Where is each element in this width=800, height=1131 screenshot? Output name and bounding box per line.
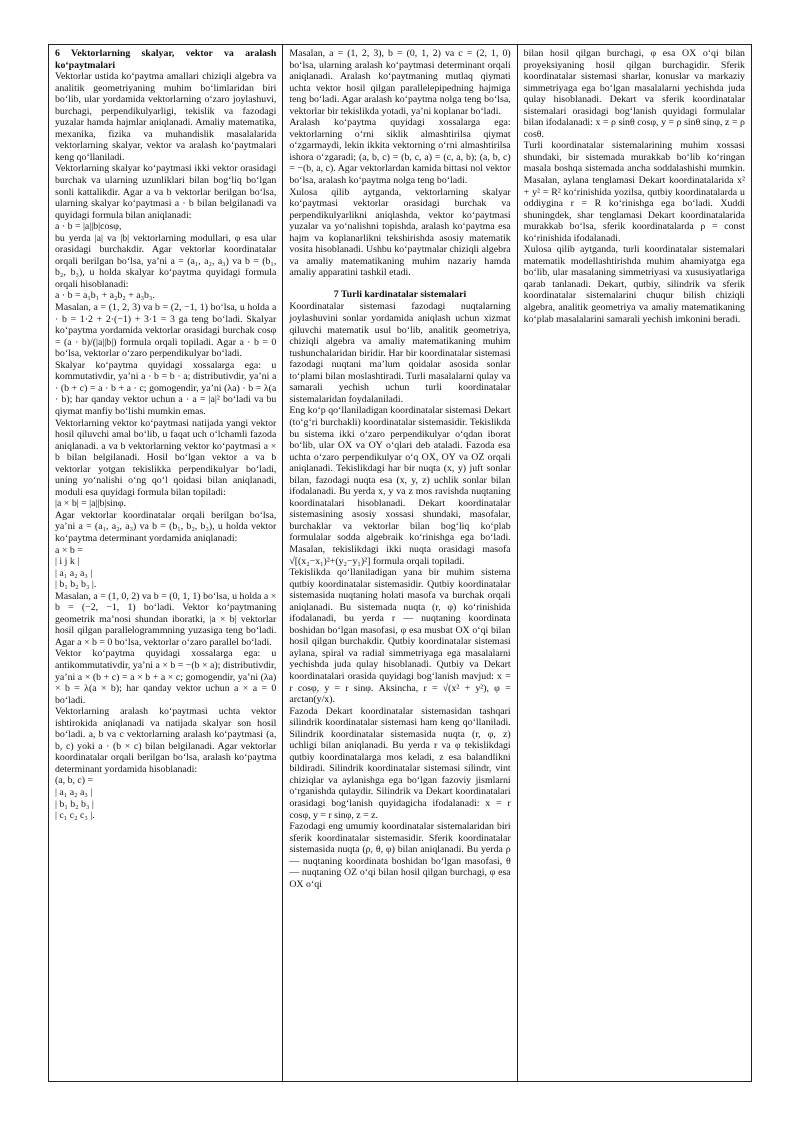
- formula-line: a × b =: [55, 544, 83, 556]
- paragraph: Vektorlarning aralash ko‘paytmasi uchta vektor ishtirokida aniqlanadi va natijada skalyar son hosil bo‘ladi. a, b va c vektorlarning aralash ko‘paytmasi (a, b, c) yoki a · (b × c) bilan belgilanadi. Agar vektorlar koordinatalar orqali berilgan bo‘lsa, aralash ko‘paytma determinant yordamida hisoblanadi:: [55, 706, 277, 775]
- paragraph: Koordinatalar sistemasi fazodagi nuqtalarning joylashuvini sonlar yordamida aniqlash uchun xizmat qiluvchi matematik usul bo‘lib, analitik geometriya, chiziqli algebra va amaliy matematikaning muhim tushunchalaridan biridir. Har bir koordinatalar sistemasi fazodagi nuqtani ma’lum qoidalar asosida sonlar to‘plami bilan moslashtiradi. Turli masalalarni qulay va samarali yechish uchun turli koordinatalar sistemalaridan foydalaniladi.: [289, 301, 511, 405]
- paragraph: bilan hosil qilgan burchagi, φ esa OX o‘qi bilan proyeksiyaning hosil qilgan burchagidir. Sferik koordinatalar sistemasi sharlar, konuslar va markaziy simmetriyaga ega bo‘lgan masalalarni yechishda juda qulay hisoblanadi. Dekart va sferik koordinatalar sistemalari orasidagi bog‘lanish quyidagi formulalar bilan ifodalanadi: x = ρ sinθ cosφ, y = ρ sinθ sinφ, z = ρ cosθ.: [523, 48, 745, 140]
- formula-line: | b₁ b₂ b₃ |.: [55, 579, 97, 591]
- section-heading: 6 Vektorlarning skalyar, vektor va aralash ko‘paytmalari: [55, 48, 277, 71]
- paragraph: Turli koordinatalar sistemalarining muhim xossasi shundaki, bir sistemada murakkab bo‘lib ko‘ringan masala boshqa sistemada ancha soddalashishi mumkin. Masalan, aylana tenglamasi Dekart koordinatalarida x² + y² = R² ko‘rinishida yozilsa, qutbiy koordinatalarda u oddiygina r = R ko‘rinishga ega bo‘ladi. Xuddi shuningdek, shar tenglamasi Dekart koordinatalarida murakkab bo‘lsa, sferik koordinatalarda ρ = const ko‘rinishida ifodalanadi.: [523, 140, 745, 244]
- paragraph: Masalan, a = (1, 2, 3) va b = (2, −1, 1) bo‘lsa, u holda a · b = 1·2 + 2·(−1) + 3·1 = 3 ga teng bo‘ladi. Skalyar ko‘paytma yordamida vektorlar orasidagi burchak cosφ = (a · b)/(|a||b|) formula orqali topiladi. Agar a · b = 0 bo‘lsa, vektorlar o‘zaro perpendikulyar bo‘ladi.: [55, 302, 277, 360]
- paragraph: Masalan, a = (1, 0, 2) va b = (0, 1, 1) bo‘lsa, u holda a × b = (−2, −1, 1) bo‘ladi. Vektor ko‘paytmaning geometrik ma’nosi shundan iboratki, |a × b| vektorlar hosil qilgan parallelogrammning yuzasiga teng bo‘ladi. Agar a × b = 0 bo‘lsa, vektorlar o‘zaro parallel bo‘ladi.: [55, 590, 277, 648]
- paragraph: Masalan, a = (1, 2, 3), b = (0, 1, 2) va c = (2, 1, 0) bo‘lsa, ularning aralash ko‘paytmasi determinant orqali aniqlanadi. Aralash ko‘paytmaning mutlaq qiymati uchta vektor hosil qilgan parallelepipedning hajmiga teng bo‘ladi. Agar aralash ko‘paytma nolga teng bo‘lsa, vektorlar bir tekislikda yotadi, ya’ni koplanar bo‘ladi.: [289, 48, 511, 117]
- paragraph: Vektorlarning vektor ko‘paytmasi natijada yangi vektor hosil qiluvchi amal bo‘lib, u faqat uch o‘lchamli fazoda aniqlanadi. a va b vektorlarning vektor ko‘paytmasi a × b bilan belgilanadi. Hosil bo‘lgan vektor a va b vektorlar yotgan tekislikka perpendikulyar bo‘ladi, uning yo‘nalishi o‘ng qo‘l qoidasi bilan aniqlanadi, moduli esa quyidagi formula bilan topiladi:: [55, 417, 277, 498]
- paragraph: bu yerda |a| va |b| vektorlarning modullari, φ esa ular orasidagi burchakdir. Agar vektorlar koordinatalar orqali berilgan bo‘lsa, ya’ni a = (a₁, a₂, a₃) va b = (b₁, b₂, b₃), u holda skalyar ko‘paytma quyidagi formula orqali hisoblanadi:: [55, 232, 277, 290]
- paragraph: Fazodagi eng umumiy koordinatalar sistemalaridan biri sferik koordinatalar sistemasidir. Sferik koordinatalar sistemasida nuqta (ρ, θ, φ) bilan aniqlanadi. Bu yerda ρ — nuqtaning koordinata boshidan bo‘lgan masofasi, θ — nuqtaning OZ o‘qi bilan hosil qilgan burchagi, φ esa OX o‘qi: [289, 821, 511, 890]
- column-1: [49, 45, 282, 1081]
- formula-line: |a × b| = |a||b|sinφ.: [55, 498, 126, 510]
- paragraph: Eng ko‘p qo‘llaniladigan koordinatalar sistemasi Dekart (to‘g‘ri burchakli) koordinatalar sistemasidir. Tekislikda bu sistema ikki o‘zaro perpendikulyar o‘qdan iborat bo‘lib, ular OX va OY o‘qlari deb ataladi. Fazoda esa uchta o‘zaro perpendikulyar o‘q OX, OY va OZ orqali aniqlanadi. Tekislikdagi har bir nuqta (x, y) juft sonlar bilan, fazodagi nuqta esa (x, y, z) uchlik sonlar bilan ifodalanadi. Bu yerda x, y va z mos ravishda nuqtaning koordinatalari hisoblanadi. Dekart koordinatalar sistemasining asosiy xossasi shundaki, masofalar, burchaklar va vektorlar bilan bog‘liq ko‘plab formulalar sodda algebraik ko‘rinishga ega bo‘ladi. Masalan, tekislikdagi ikki nuqta orasidagi masofa √[(x₂−x₁)²+(y₂−y₁)²] formula orqali topiladi.: [289, 405, 511, 567]
- formula-line: (a, b, c) =: [55, 775, 94, 787]
- formula-line: a · b = |a||b|cosφ,: [55, 221, 122, 233]
- column-3: [517, 45, 751, 1081]
- paragraph: Agar vektorlar koordinatalar orqali berilgan bo‘lsa, ya’ni a = (a₁, a₂, a₃) va b = (b₁, b₂, b₃), u holda vektor ko‘paytma determinant yordamida aniqlanadi:: [55, 509, 277, 544]
- document-page-frame: [48, 44, 752, 1082]
- paragraph: Skalyar ko‘paytma quyidagi xossalarga ega: u kommutativdir, ya’ni a · b = b · a; distributivdir, ya’ni a · (b + c) = a · b + a · c; gomogendir, ya’ni (λa) · b = λ(a · b); har qanday vektor uchun a · a = |a|² bo‘ladi va bu qiymat manfiy bo‘lishi mumkin emas.: [55, 359, 277, 417]
- paragraph: Tekislikda qo‘llaniladigan yana bir muhim sistema qutbiy koordinatalar sistemasidir. Qutbiy koordinatalar sistemasida nuqtaning holati masofa va burchak orqali aniqlanadi. Bu sistemada nuqta (r, φ) ko‘rinishida ifodalanadi, bu yerda r — nuqtaning koordinata boshidan bo‘lgan masofasi, φ esa musbat OX o‘qi bilan hosil qilgan burchakdir. Qutbiy koordinatalar sistemasi aylana, spiral va radial simmetriyaga ega masalalarni yechishda juda qulay hisoblanadi. Qutbiy va Dekart koordinatalari orasida quyidagi bog‘lanish mavjud: x = r cosφ, y = r sinφ. Aksincha, r = √(x² + y²), φ = arctan(y/x).: [289, 567, 511, 706]
- column-2: [282, 45, 516, 1081]
- paragraph: Xulosa qilib aytganda, turli koordinatalar sistemalari matematik modellashtirishda muhim ahamiyatga ega bo‘lib, ular masalaning simmetriyasi va xususiyatlariga qarab tanlanadi. Dekart, qutbiy, silindrik va sferik koordinatalar sistemalarini chuqur bilish chiziqli algebra, analitik geometriya va amaliy matematikaning ko‘plab masalalarini samarali yechish imkonini beradi.: [523, 244, 745, 325]
- paragraph: Aralash ko‘paytma quyidagi xossalarga ega: vektorlarning o‘rni siklik almashtirilsa qiymat o‘zgarmaydi, lekin ikkita vektorning o‘rni almashtirilsa ishora o‘zgaradi; (a, b, c) = (b, c, a) = (c, a, b); (a, b, c) = −(b, a, c). Agar vektorlardan kamida bittasi nol vektor bo‘lsa, aralash ko‘paytma nolga teng bo‘ladi.: [289, 117, 511, 187]
- formula-line: | i j k |: [55, 556, 80, 568]
- paragraph: Fazoda Dekart koordinatalar sistemasidan tashqari silindrik koordinatalar sistemasi ham keng qo‘llaniladi. Silindrik koordinatalar sistemasida nuqta (r, φ, z) uchligi bilan aniqlanadi. Bu yerda r va φ tekislikdagi qutbiy koordinatalarga mos keladi, z esa balandlikni bildiradi. Silindrik koordinatalar sistemasi silindr, vint chiziqlar va aylanishga ega bo‘lgan fazoviy jismlarni o‘rganishda qulaydir. Silindrik va Dekart koordinatalari orasidagi bog‘lanish quyidagicha ifodalanadi: x = r cosφ, y = r sinφ, z = z.: [289, 705, 511, 821]
- paragraph: Vektorlar ustida ko‘paytma amallari chiziqli algebra va analitik geometriyaning muhim bo‘limlaridan biri bo‘lib, ular yordamida vektorlarning o‘zaro joylashuvi, burchagi, perpendikulyarligi, tekislik va fazodagi yuzalar hamda hajmlar aniqlanadi. Amaliy matematika, mexanika, fizika va muhandislik masalalarida vektorlarning skalyar, vektor va aralash ko‘paytmalari keng qo‘llaniladi.: [55, 71, 277, 163]
- formula-line: | c₁ c₂ c₃ |.: [55, 810, 95, 822]
- formula-line: | b₁ b₂ b₃ |: [55, 798, 94, 810]
- formula-line: | a₁ a₂ a₃ |: [55, 567, 93, 579]
- section-heading: 7 Turli kardinatalar sistemalari: [333, 288, 467, 300]
- formula-line: | a₁ a₂ a₃ |: [55, 787, 93, 798]
- paragraph: Xulosa qilib aytganda, vektorlarning skalyar ko‘paytmasi vektorlar orasidagi burchak va perpendikulyarlikni aniqlashda, vektor ko‘paytmasi yuzalar va yo‘nalishni topishda, aralash ko‘paytma esa hajm va koplanarlikni tekshirishda asosiy matematik vosita hisoblanadi. Ushbu ko‘paytmalar chiziqli algebra va amaliy matematikaning muhim nazariy hamda amaliy apparatini tashkil etadi.: [289, 186, 511, 279]
- paragraph: Vektorlarning skalyar ko‘paytmasi ikki vektor orasidagi burchak va ularning uzunliklari bilan bog‘liq bo‘lgan sonli kattalikdir. Agar a va b vektorlar berilgan bo‘lsa, ularning skalyar ko‘paytmasi a · b bilan belgilanadi va quyidagi formula bilan aniqlanadi:: [55, 163, 277, 221]
- formula-line: a · b = a₁b₁ + a₂b₂ + a₃b₃.: [55, 290, 155, 302]
- paragraph: Vektor ko‘paytma quyidagi xossalarga ega: u antikommutativdir, ya’ni a × b = −(b × a); distributivdir, ya’ni a × (b + c) = a × b + a × c; gomogendir, ya’ni (λa) × b = λ(a × b); har qanday vektor uchun a × a = 0 bo‘ladi.: [55, 648, 277, 706]
